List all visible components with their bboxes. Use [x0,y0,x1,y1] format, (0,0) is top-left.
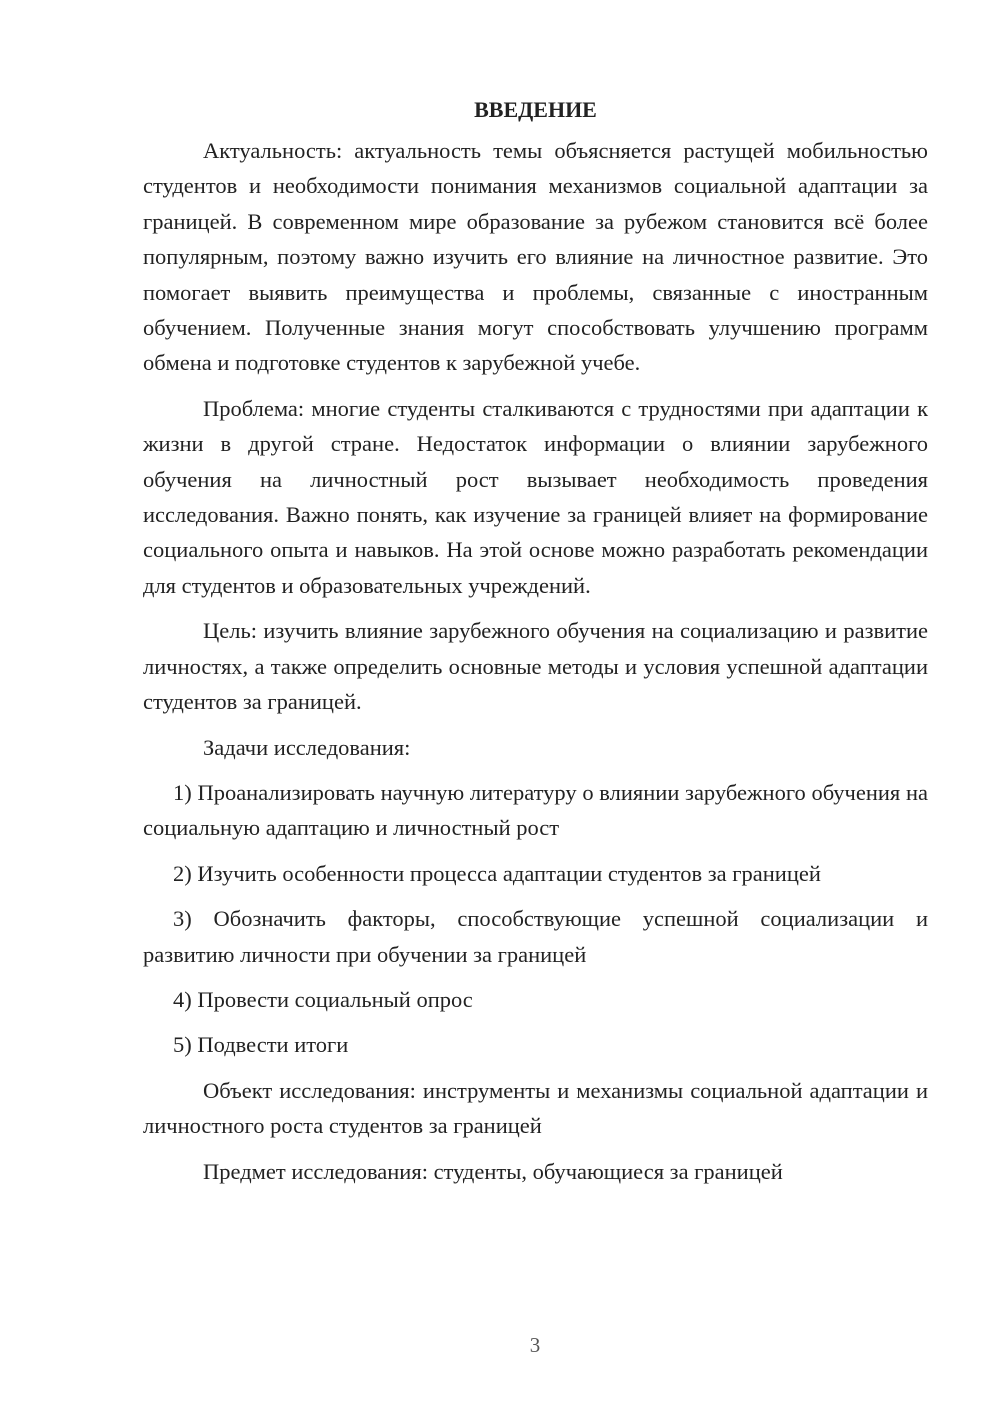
page-content [143,93,928,1199]
paragraph-goal: Цель: изучить влияние зарубежного обучения на социализацию и развитие личностях, а также определить основные методы и условия успешной адаптации студентов за границей. [143,618,928,715]
task-item-3: 3) Обозначить факторы, способствующие успешной социализации и развитию личности при обучении за границей [143,906,928,967]
paragraph-subject: Предмет исследования: студенты, обучающиеся за границей [203,1158,783,1184]
task-item-5: 5) Подвести итоги [173,1032,349,1058]
task-item-2: 2) Изучить особенности процесса адаптации студентов за границей [173,860,821,886]
paragraph-relevance: Актуальность: актуальность темы объясняется растущей мобильностью студентов и необходимости понимания механизмов социальной адаптации за границей. В современном мире образование за рубежом становится всё более популярным, поэтому важно изучить его влияние на личностное развитие. Это помогает выявить преимущества и проблемы, связанные с иностранным обучением. Полученные знания могут способствовать улучшению программ обмена и подготовке студентов к зарубежной учебе. [143,138,928,376]
page-title: ВВЕДЕНИЕ [474,97,597,122]
page-number: 3 [529,1333,541,1357]
paragraph-problem: Проблема: многие студенты сталкиваются с трудностями при адаптации к жизни в другой стране. Недостаток информации о влиянии зарубежного обучения на личностный рост вызывает необходимость проведения исследования. Важно понять, как изучение за границей влияет на формирование социального опыта и навыков. На этой основе можно разработать рекомендации для студентов и образовательных учреждений. [143,395,928,598]
paragraph-object: Объект исследования: инструменты и механизмы социальной адаптации и личностного роста студентов за границей [143,1077,928,1139]
tasks-heading: Задачи исследования: [203,734,411,760]
task-item-4: 4) Провести социальный опрос [173,986,473,1012]
task-item-1: 1) Проанализировать научную литературу о влиянии зарубежного обучения на социальную адаптацию и личностный рост [143,779,928,841]
